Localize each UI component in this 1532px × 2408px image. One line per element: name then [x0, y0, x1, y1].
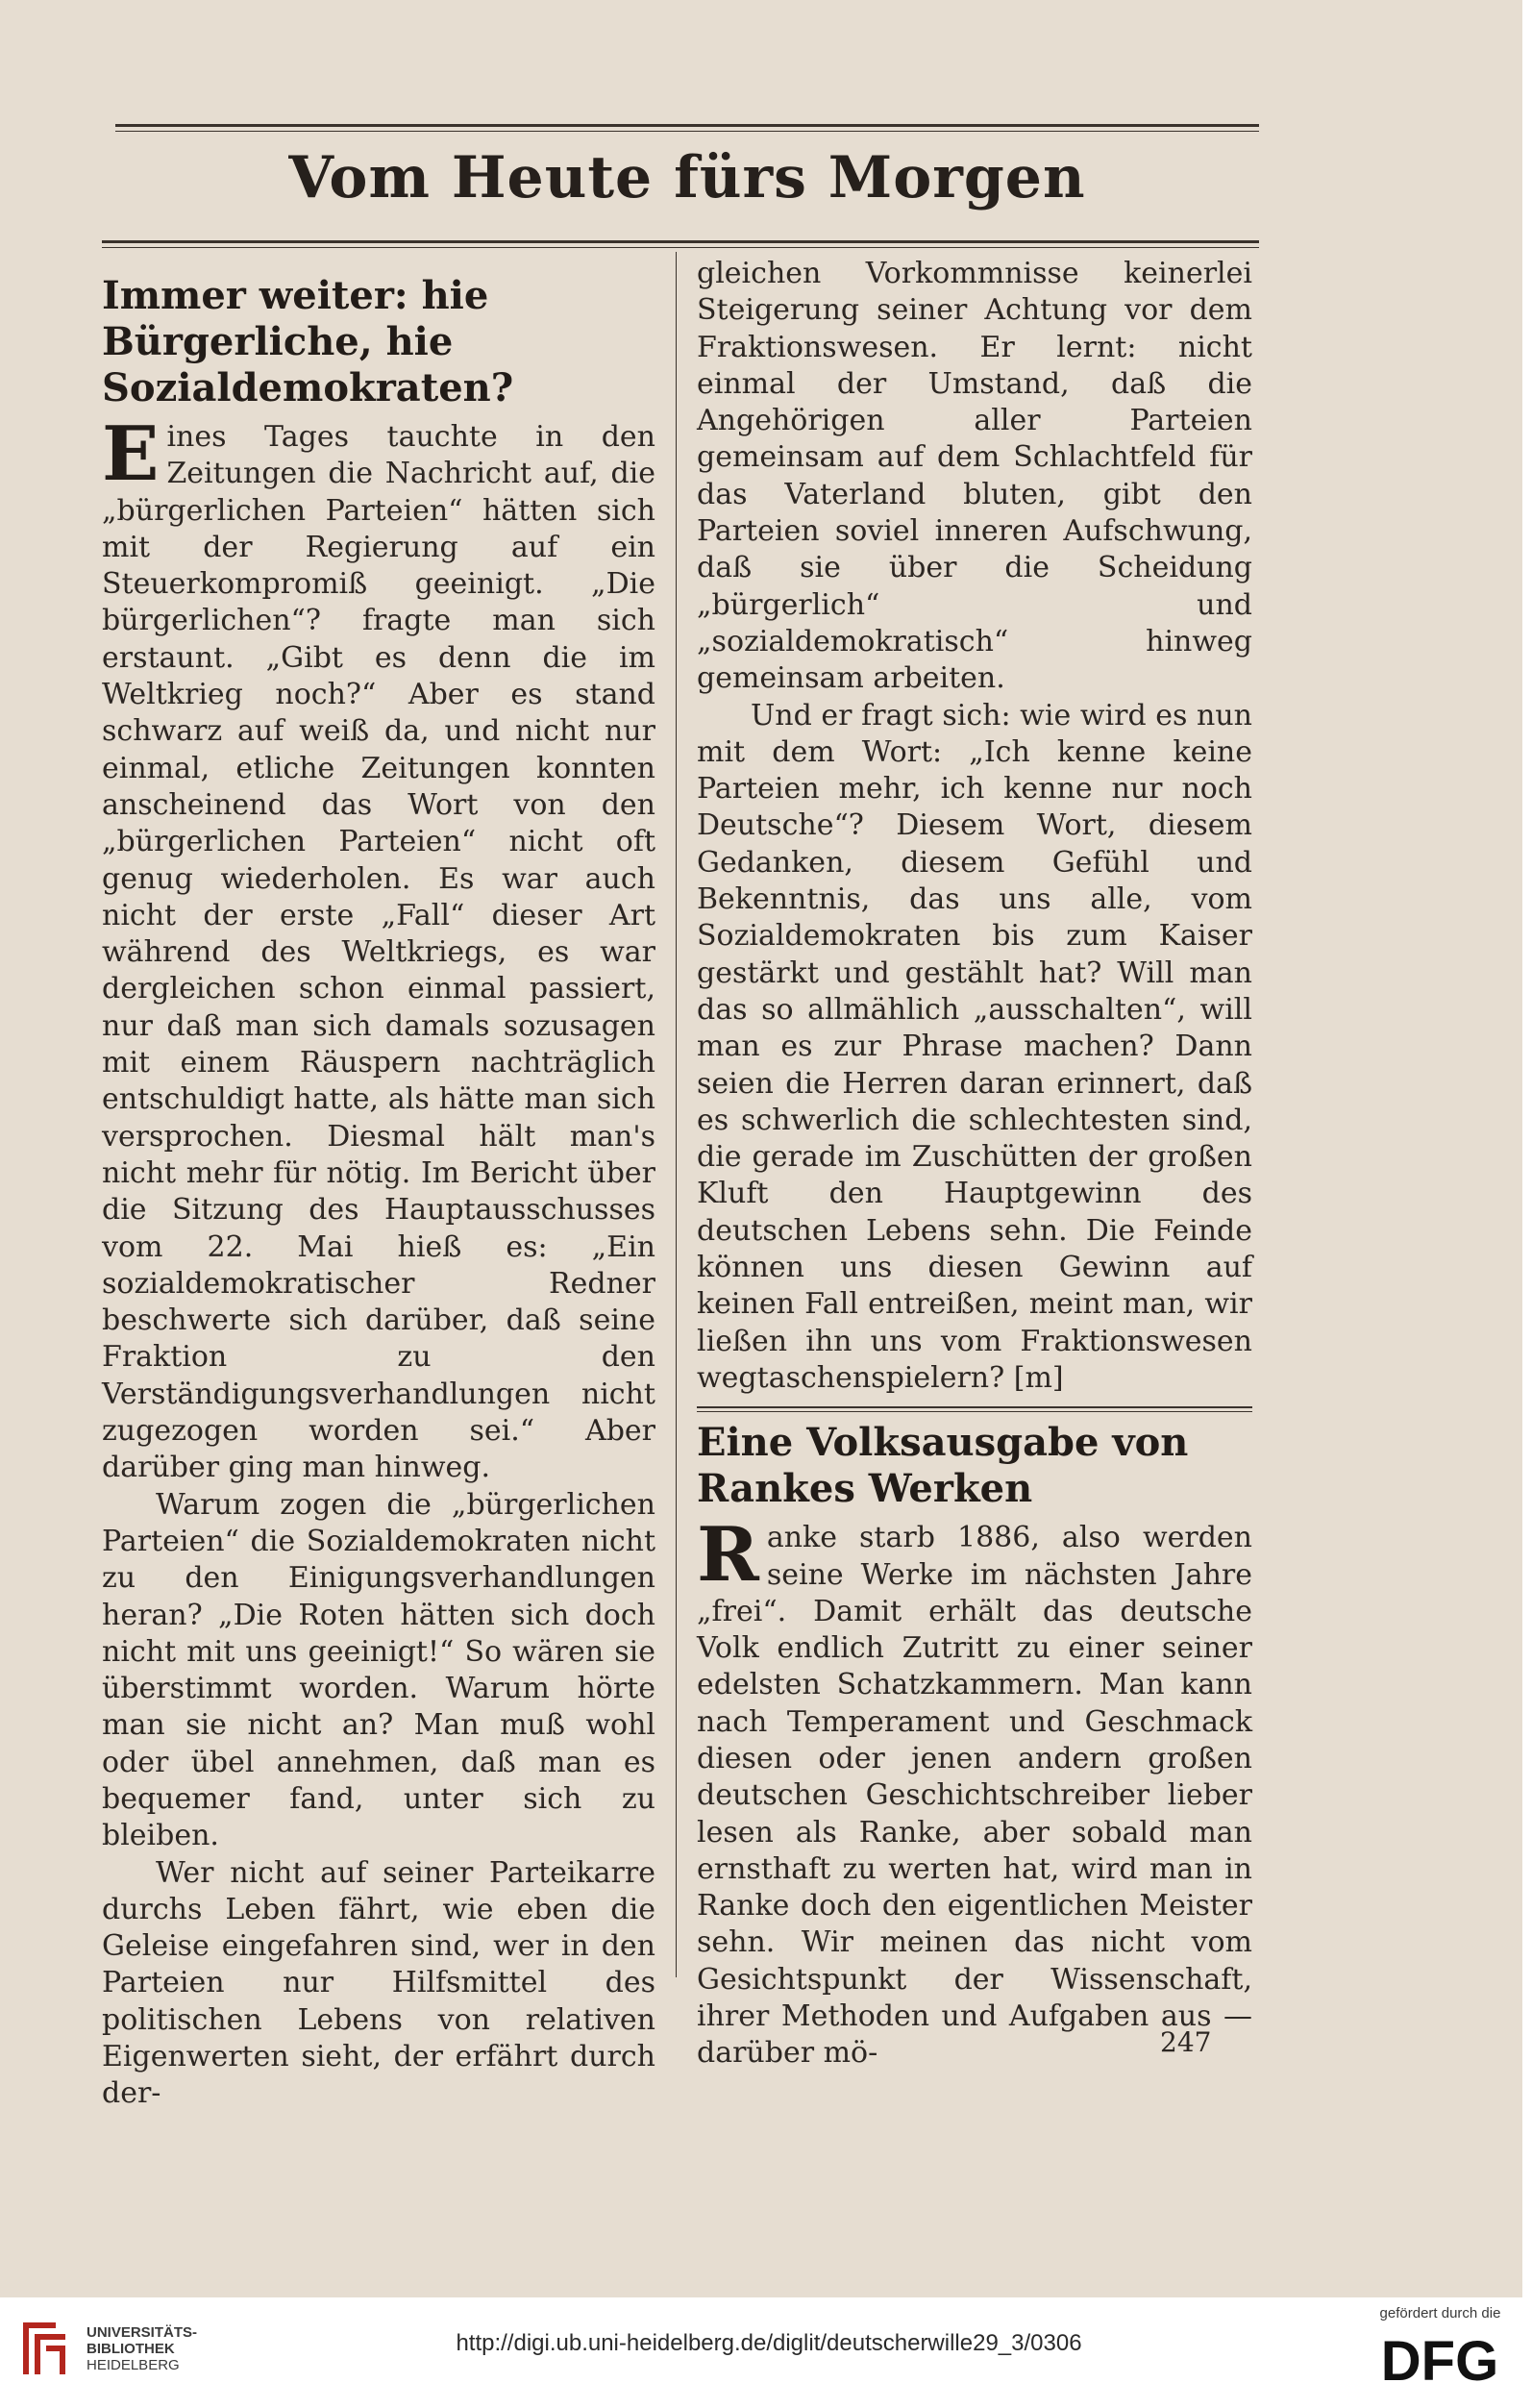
article-paragraph	[697, 1511, 1252, 2072]
article-paragraph: Und er fragt sich: wie wird es nun mit dem Wort: „Ich kenne keine Parteien mehr, ich kenne nur noch Deutsche“? Diesem Wort, diesem Gedanken, diesem Gefühl und Bekenntnis, das uns alle, vom Sozialdemokraten bis zum Kaiser gestärkt und gestählt hat? Will man das so allmählich „ausschalten“, will man es zur Phrase machen? Dann seien die Herren daran erinnert, daß es schwerlich die schlechtesten sind, die gerade im Zuschütten der großen Kluft den Hauptgewinn des deutschen Lebens sehn. Die Feinde können uns diesen Gewinn auf keinen Fall entreißen, meint man, wir ließen ihn uns vom Fraktionswesen wegtaschenspielern? [m]	[697, 698, 1252, 1395]
page-number: 247	[1160, 2026, 1212, 2058]
page-title: Vom Heute fürs Morgen	[288, 144, 1086, 211]
article-heading-ranke: Eine Volksausgabe von Rankes Werken	[697, 1420, 1189, 1512]
article-paragraph: Wer nicht auf seiner Parteikarre durchs Leben fährt, wie eben die Geleise eingefahren sind, wer in den Parteien nur Hilfsmittel des politischen Lebens von relativen Eigenwerten sieht, der erfährt durch der-	[102, 1855, 655, 2111]
paragraph-text: anke starb 1886, also werden seine Werke im nächsten Jahre „frei“. Damit erhält das deutsche Volk endlich Zutritt zu einer seiner edelsten Schatzkammern. Man kann nach Temperament und Geschmack diesen oder jenen andern großen deutschen Geschichtschreiber lieber lesen als Ranke, aber sobald man ernsthaft zu werten hat, wird man in Ranke doch den eigentlichen Meister sehn. Wir meinen das nicht vom Gesichtspunkt der Wissenschaft, ihrer Methoden und Aufgaben aus — darüber mö-	[697, 1521, 1252, 2071]
drop-cap: R	[697, 1511, 759, 1600]
article-paragraph-continued: gleichen Vorkommnisse keinerlei Steigerung seiner Achtung vor dem Fraktionswesen. Er lernt: nicht einmal der Umstand, daß die Angehörigen aller Parteien gemeinsam auf dem Schlachtfeld für das Vaterland bluten, gibt den Parteien soviel inneren Aufschwung, daß sie über die Scheidung „bürgerlich“ und „sozialdemokratisch“ hinweg gemeinsam arbeiten.	[697, 257, 1252, 696]
dfg-logo-icon[interactable]	[1361, 2324, 1520, 2392]
dfg-logo-text: DFG	[1380, 2330, 1499, 2392]
left-column	[102, 256, 655, 2113]
paragraph-text: ines Tages tauchte in den Zeitungen die Nachricht auf, die „bürgerlichen Parteien“ hätten sich mit der Regierung auf ein Steuerkompromiß geeinigt. „Die bürgerlichen“? fragte man sich erstaunt. „Gibt es denn die im Weltkrieg noch?“ Aber es stand schwarz auf weiß da, und nicht nur einmal, etliche Zeitungen konnten anscheinend das Wort von den „bürgerlichen Parteien“ nicht oft genug wiederholen. Es war auch nicht der erste „Fall“ dieser Art während des Weltkriegs, es war dergleichen schon einmal passiert, nur daß man sich damals sozusagen mit einem Räuspern nachträglich entschuldigt hatte, als hätte man sich versprochen. Diesmal hält man's nicht mehr für nötig. Im Bericht über die Sitzung des Hauptausschusses vom 22. Mai hieß es: „Ein sozialdemokratischer Redner beschwerte sich darüber, daß seine Fraktion zu den Verständigungsverhandlungen nicht zugezogen worden sei.“ Aber darüber ging man hinweg.	[102, 420, 655, 1485]
library-name[interactable]: UNIVERSITÄTS- BIBLIOTHEK HEIDELBERG	[86, 2324, 198, 2373]
article-heading-buergerliche: Immer weiter: hie Bürgerliche, hie Sozialdemokraten?	[102, 273, 514, 410]
title-rule-thin	[102, 247, 1259, 248]
top-rule	[115, 124, 1259, 127]
title-rule	[102, 240, 1259, 243]
permalink-url[interactable]: http://digi.ub.uni-heidelberg.de/diglit/deutscherwille29_3/0306	[456, 2330, 1082, 2356]
article-paragraph: Warum zogen die „bürgerlichen Parteien“ die Sozialdemokraten nicht zu den Einigungsverhandlungen heran? „Die Roten hätten sich doch nicht mit uns geeinigt!“ So wären sie überstimmt worden. Warum hörte man sie nicht an? Man muß wohl oder übel annehmen, daß man es bequemer fand, unter sich zu bleiben.	[102, 1487, 655, 1853]
funding-caption: gefördert durch die	[1379, 2305, 1501, 2321]
column-divider	[676, 252, 677, 1977]
article-paragraph	[102, 410, 655, 1487]
article-separator	[697, 1406, 1252, 1412]
right-column	[697, 256, 1252, 2073]
library-logo-icon[interactable]	[17, 2315, 71, 2382]
top-rule-thin	[115, 131, 1259, 132]
drop-cap: E	[102, 410, 160, 498]
